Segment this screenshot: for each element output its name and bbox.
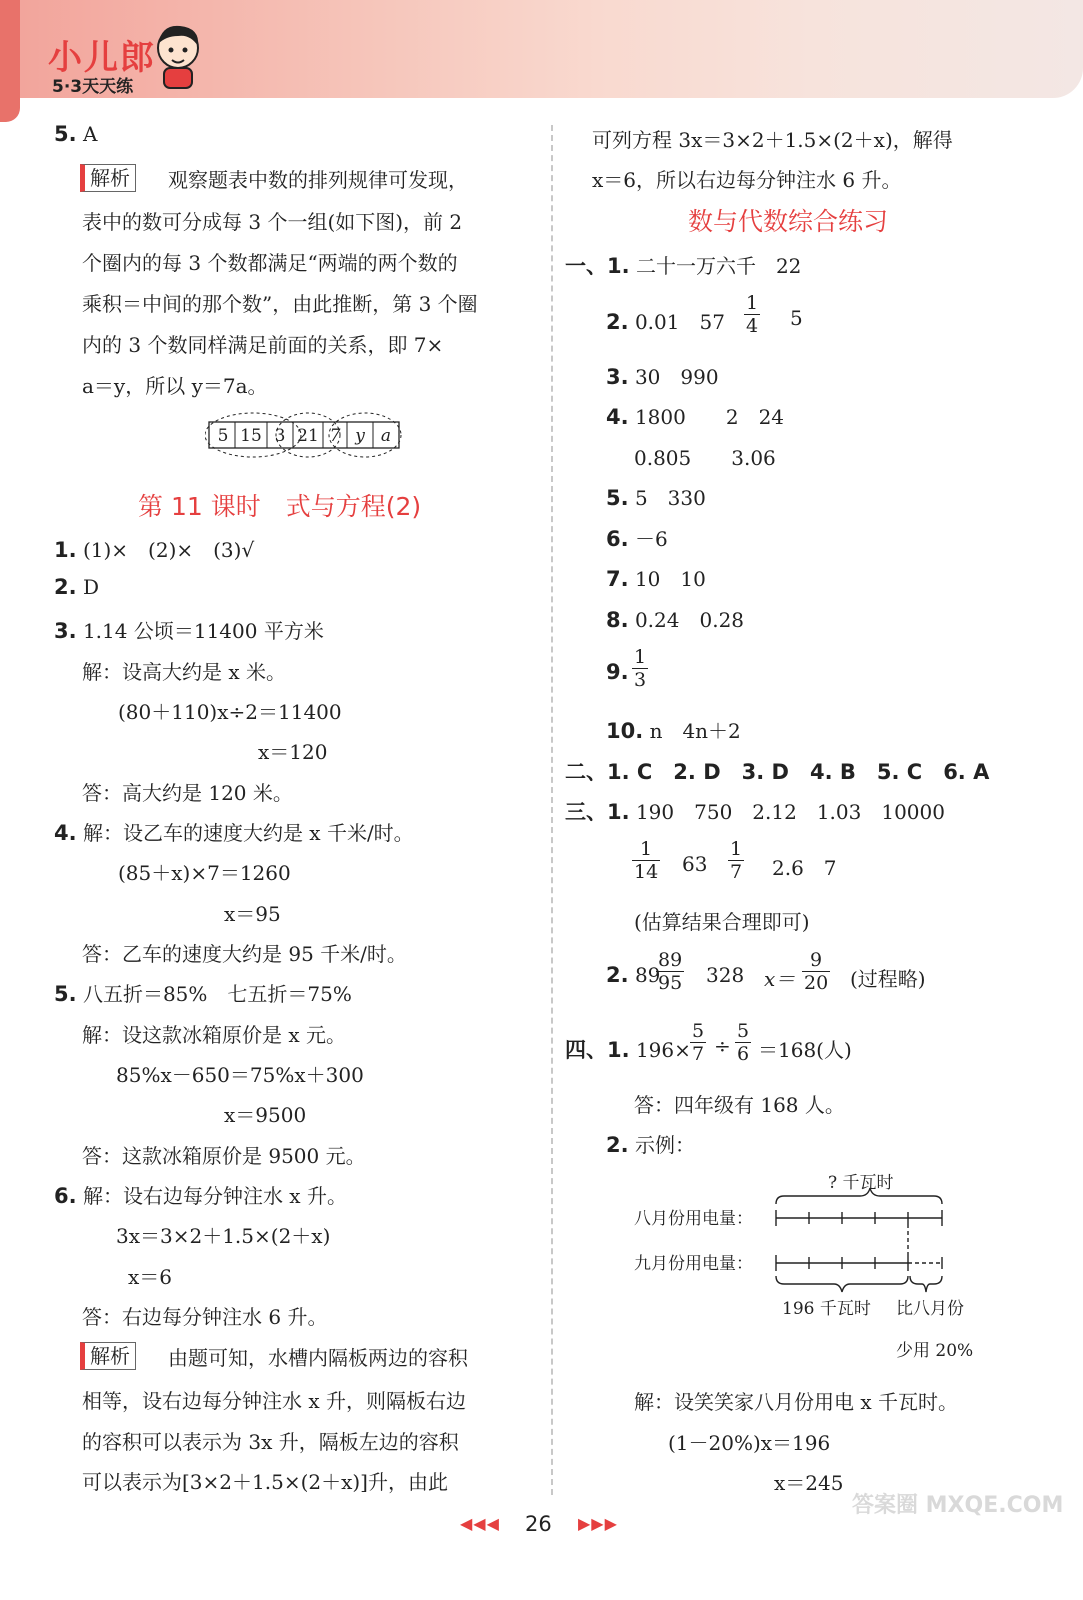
- fraction: $\frac{1}{4}$: [746, 292, 759, 337]
- column-divider: [551, 125, 553, 1495]
- line-segment-diagram: [628, 1168, 998, 1368]
- answer-value: 2.6 7: [772, 856, 837, 880]
- answer-item: 2. 示例：: [606, 1133, 695, 1157]
- analysis-line: 可以表示为[3×2＋1.5×(2＋x)]升，由此: [82, 1470, 448, 1494]
- answer-line: 解：设高大约是 x 米。: [82, 660, 286, 684]
- brand-logo: 小儿郎: [48, 38, 156, 78]
- equation: (80＋110)x÷2＝11400: [118, 700, 342, 724]
- equation: 3x＝3×2＋1.5×(2＋x): [116, 1224, 331, 1248]
- cell-value: 21: [297, 426, 319, 446]
- cell-value: 7: [329, 426, 341, 446]
- fraction: $\frac{1}{3}$: [634, 646, 647, 691]
- answer-item: 2. 89: [606, 963, 661, 987]
- diagram-label: 比八月份: [896, 1299, 964, 1319]
- equation: x＝120: [258, 740, 328, 764]
- answer-item: 1. (1)× (2)× (3)√: [54, 538, 255, 562]
- analysis-line: 相等，设右边每分钟注水 x 升，则隔板右边: [82, 1389, 466, 1413]
- analysis-line: a＝y，所以 y＝7a。: [82, 374, 268, 398]
- answer-item: 5. A: [54, 122, 98, 146]
- cell-value: 5: [217, 426, 229, 446]
- analysis-line: 乘积＝中间的那个数”，由此推断，第 3 个圈: [82, 292, 478, 316]
- prev-arrows-icon: ◀◀◀: [460, 1514, 500, 1533]
- operator: ÷: [714, 1034, 731, 1058]
- fraction: $\frac{1}{7}$: [730, 838, 743, 883]
- fraction: $\frac{5}{6}$: [737, 1020, 750, 1065]
- answer-line: 答：这款冰箱原价是 9500 元。: [82, 1144, 366, 1168]
- answer-item: 6. －6: [606, 527, 668, 551]
- answer-item: 5. 八五折＝85% 七五折＝75%: [54, 982, 352, 1006]
- answer-line: 解：设笑笑家八月份用电 x 千瓦时。: [634, 1390, 958, 1414]
- answer-item: 6. 解：设右边每分钟注水 x 升。: [54, 1184, 347, 1208]
- cell-value: 3: [274, 426, 286, 446]
- diagram-label: 196 千瓦时: [782, 1299, 871, 1319]
- fraction: $\frac{1}{14}$: [634, 838, 659, 883]
- diagram-label: 九月份用电量：: [634, 1254, 753, 1274]
- answer-item: 2. 0.01 57: [606, 310, 725, 334]
- equation: (1－20%)x＝196: [668, 1431, 831, 1455]
- note: (过程略): [850, 967, 926, 991]
- answer-item: 10. n 4n＋2: [606, 719, 741, 743]
- analysis-line: x＝6，所以右边每分钟注水 6 升。: [592, 168, 902, 192]
- answer-line: 答：高大约是 120 米。: [82, 781, 293, 805]
- note: (估算结果合理即可): [634, 910, 810, 934]
- diagram-label: 少用 20%: [896, 1341, 974, 1361]
- diagram-label: 八月份用电量：: [634, 1209, 753, 1229]
- equation: x＝9500: [224, 1103, 307, 1127]
- equation: x＝6: [128, 1265, 173, 1289]
- cell-value: 15: [240, 426, 262, 446]
- answer-value: 63: [682, 852, 708, 876]
- analysis-line: 可列方程 3x＝3×2＋1.5×(2＋x)，解得: [592, 128, 953, 152]
- analysis-tag: 解析: [80, 164, 136, 192]
- analysis-line: 观察题表中数的排列规律可发现，: [168, 168, 468, 192]
- series-label: 5·3天天练: [52, 77, 134, 97]
- answer-line: 答：右边每分钟注水 6 升。: [82, 1305, 328, 1329]
- watermark: 答案圈 MXQE.COM: [852, 1493, 1064, 1518]
- page-number: 26: [525, 1512, 552, 1536]
- header-accent: [0, 0, 20, 122]
- analysis-line: 表中的数可分成每 3 个一组(如下图)，前 2: [82, 210, 463, 234]
- mascot-icon: [150, 20, 206, 92]
- answer-line: 答：四年级有 168 人。: [634, 1093, 845, 1117]
- answer-item: 8. 0.24 0.28: [606, 608, 745, 632]
- equation: (85＋x)×7＝1260: [118, 861, 291, 885]
- answer-item: 4. 1800 2 24: [606, 405, 785, 429]
- section-title: 数与代数综合练习: [688, 207, 889, 236]
- diagram-label: ? 千瓦时: [828, 1173, 894, 1193]
- answer-line: 答：乙车的速度大约是 95 千米/时。: [82, 942, 407, 966]
- answer-value: x＝: [764, 967, 796, 991]
- fraction: $\frac{9}{20}$: [804, 949, 829, 994]
- answer-line: 解：设这款冰箱原价是 x 元。: [82, 1023, 346, 1047]
- section-title: 第 11 课时 式与方程(2): [138, 492, 422, 521]
- number-group-diagram: [205, 408, 405, 458]
- answer-value: ＝168(人): [758, 1038, 852, 1062]
- answer-item: 9.: [606, 660, 629, 684]
- cell-value: a: [380, 426, 392, 446]
- analysis-line: 个圈内的每 3 个数都满足“两端的两个数的: [82, 251, 458, 275]
- equation: x＝245: [774, 1471, 844, 1495]
- answer-item: 5. 5 330: [606, 486, 706, 510]
- equation: 85%x－650＝75%x＋300: [116, 1063, 364, 1087]
- answer-item: 3. 30 990: [606, 365, 719, 389]
- answer-line: 0.805 3.06: [634, 446, 776, 470]
- answer-item: 四、1. 196×: [565, 1038, 691, 1062]
- answer-value: 328: [706, 963, 745, 987]
- fraction: $\frac{89}{95}$: [658, 949, 683, 994]
- answer-item: 三、1. 190 750 2.12 1.03 10000: [565, 800, 945, 824]
- equation: x＝95: [224, 902, 281, 926]
- answer-item: 4. 解：设乙车的速度大约是 x 千米/时。: [54, 821, 414, 845]
- analysis-tag: 解析: [80, 1342, 136, 1370]
- answer-item: 3. 1.14 公顷＝11400 平方米: [54, 619, 324, 643]
- analysis-line: 由题可知，水槽内隔板两边的容积: [168, 1346, 468, 1370]
- answer-item: 2. D: [54, 575, 99, 599]
- cell-value: y: [355, 426, 365, 446]
- next-arrows-icon: ▶▶▶: [578, 1514, 618, 1533]
- answer-item: 二、1. C 2. D 3. D 4. B 5. C 6. A: [565, 760, 990, 784]
- fraction: $\frac{5}{7}$: [692, 1020, 705, 1065]
- answer-item: 7. 10 10: [606, 567, 706, 591]
- answer-item: 一、1. 二十一万六千 22: [565, 254, 802, 278]
- analysis-line: 的容积可以表示为 3x 升，隔板左边的容积: [82, 1430, 459, 1454]
- analysis-line: 内的 3 个数同样满足前面的关系，即 7×: [82, 333, 444, 357]
- answer-value: 5: [790, 306, 803, 330]
